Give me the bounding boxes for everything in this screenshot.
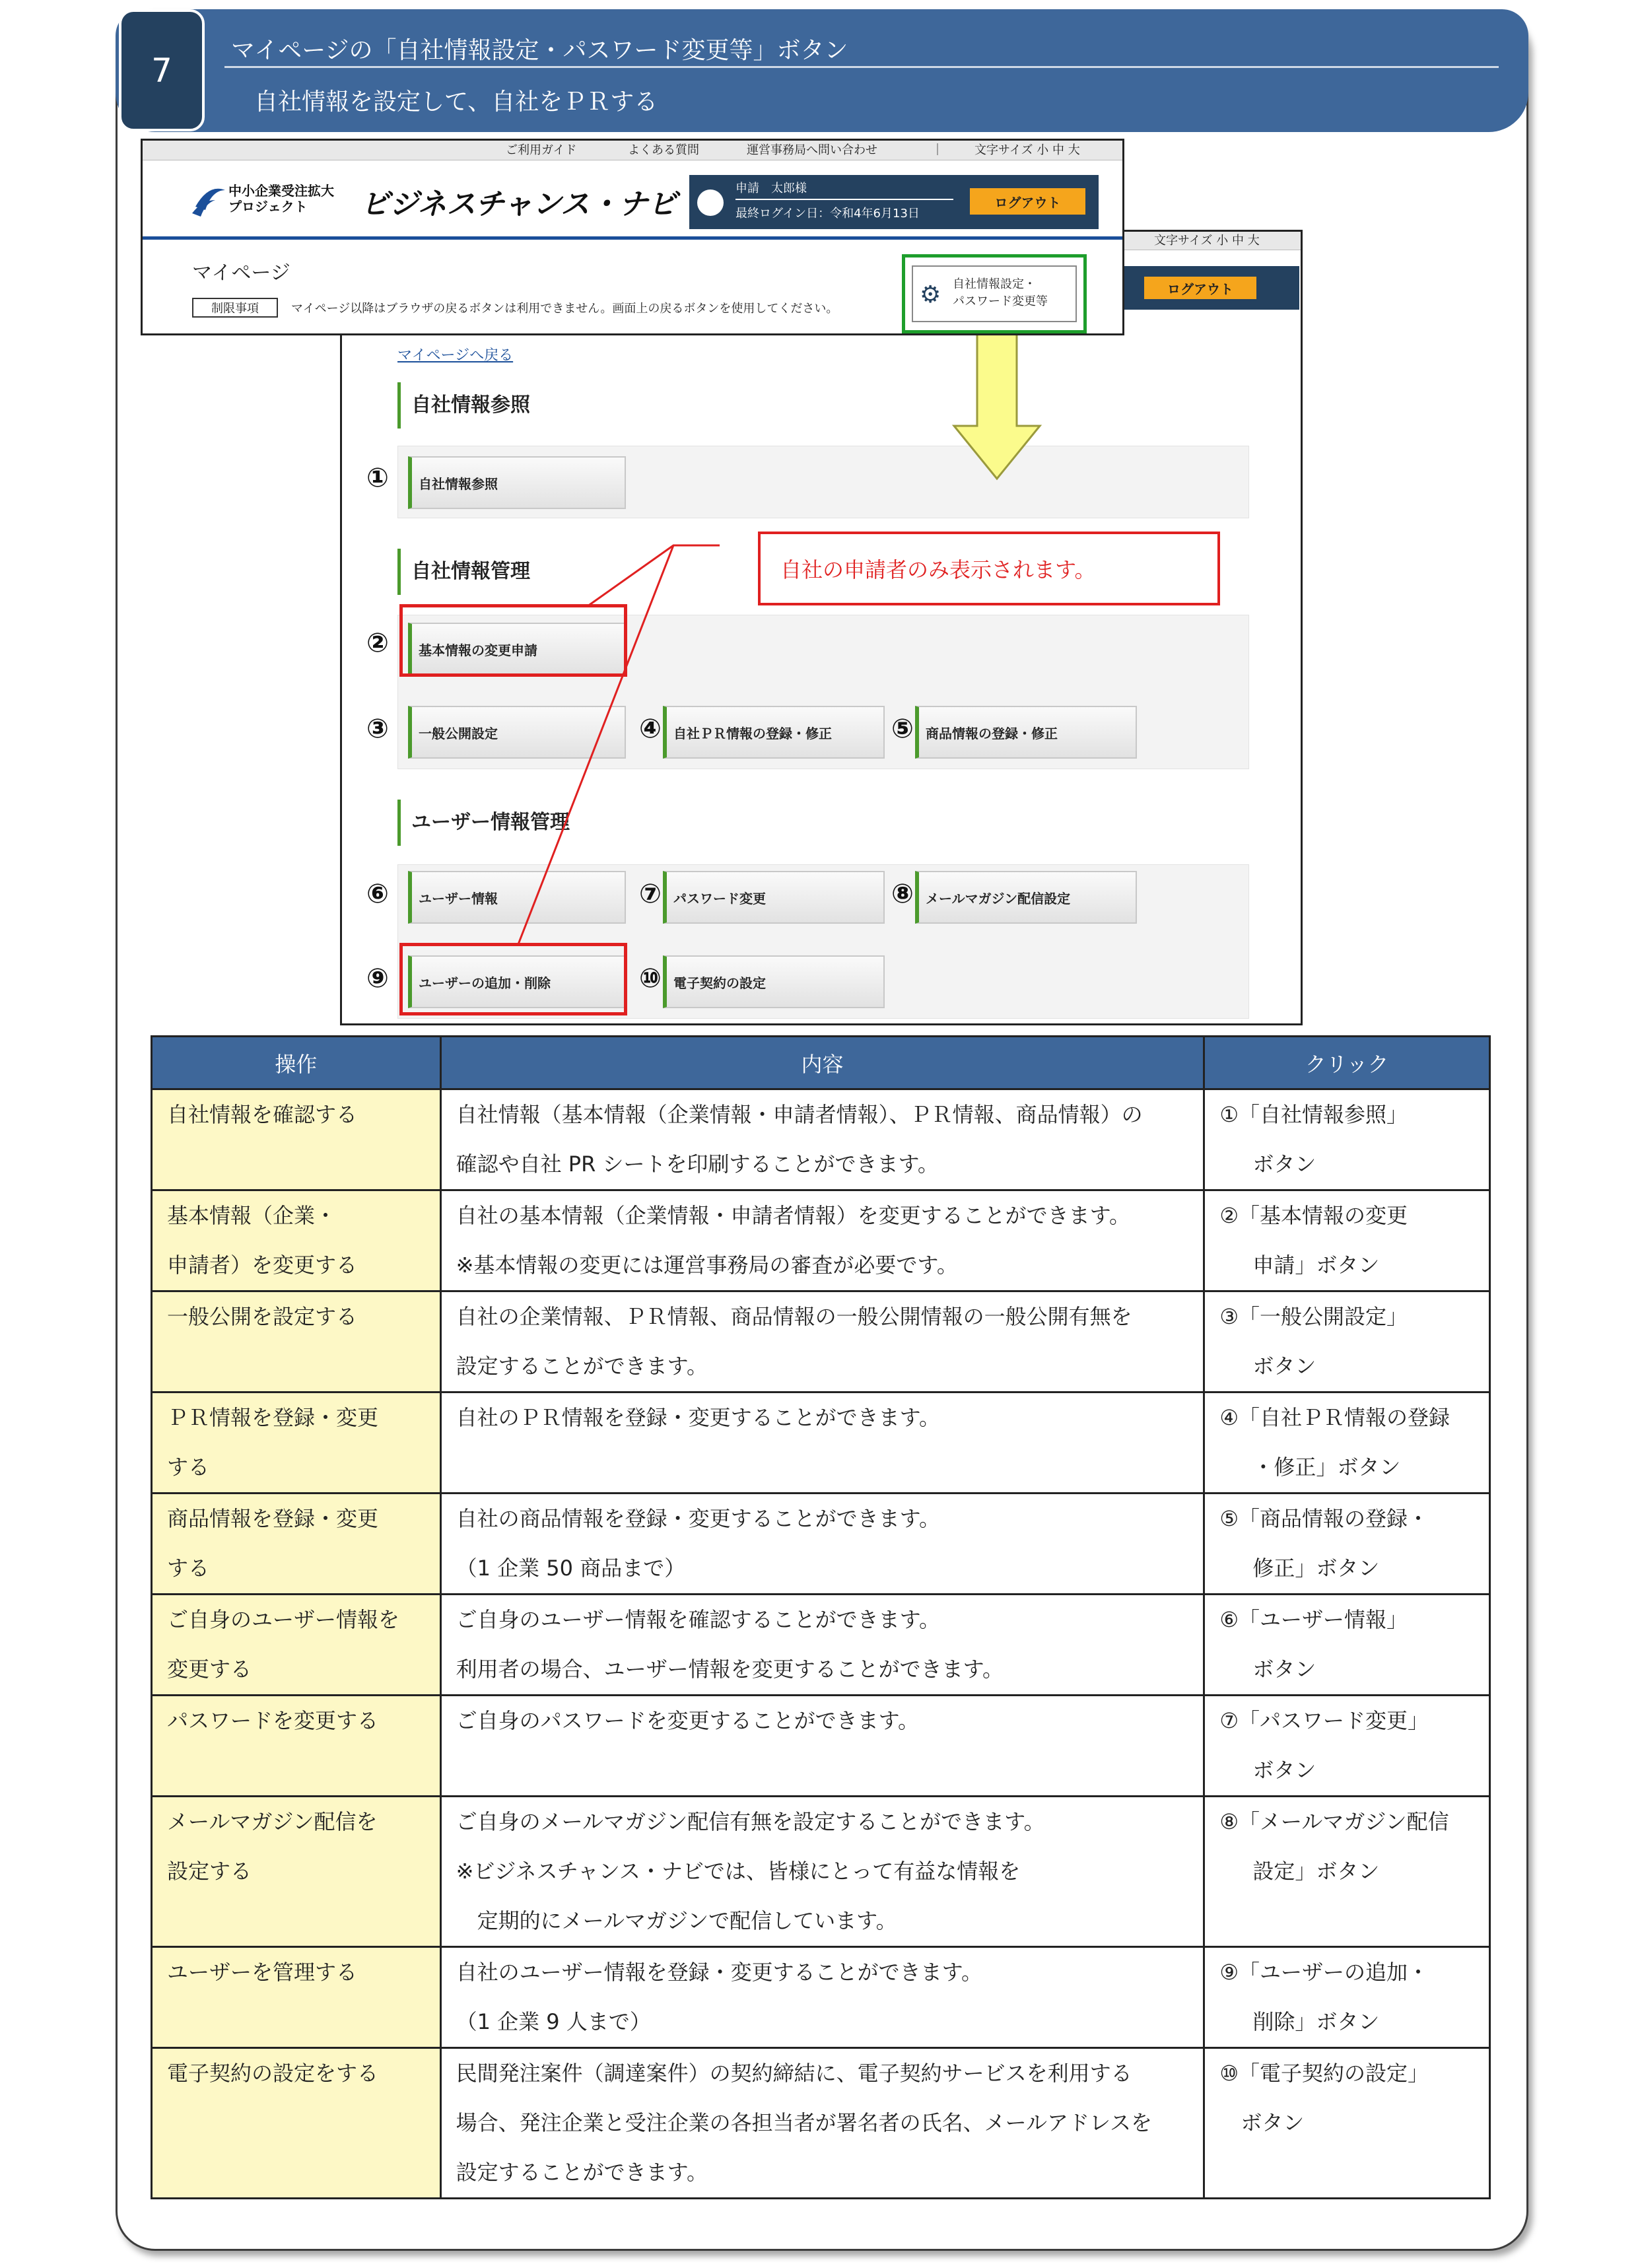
user-add-delete-button[interactable]: ユーザーの追加・削除 (408, 955, 626, 1008)
column-header-content: 内容 (440, 1037, 1204, 1089)
content-cell: ご自身のパスワードを変更することができます。 (440, 1696, 1204, 1797)
marker-10: ⑩ (639, 963, 662, 994)
click-cell: ③「一般公開設定」 ボタン (1204, 1291, 1490, 1392)
table-row (152, 1595, 1490, 1696)
table-row (152, 1797, 1490, 1947)
mypage-heading: マイページ (192, 261, 290, 285)
column-header-click: クリック (1204, 1037, 1490, 1089)
building-icon (697, 189, 724, 216)
operation-cell: 商品情報を登録・変更 する (152, 1494, 441, 1595)
site-brand[interactable]: ビジネスチャンス・ナビ (360, 188, 677, 221)
contact-link[interactable]: 運営事務局へ問い合わせ (747, 143, 877, 157)
marker-6: ⑥ (366, 879, 389, 909)
content-cell: ご自身のユーザー情報を確認することができます。 利用者の場合、ユーザー情報を変更することができます。 (440, 1595, 1204, 1696)
content-cell: ご自身のメールマガジン配信有無を設定することができます。 ※ビジネスチャンス・ナビでは、皆様にとって有益な情報を 定期的にメールマガジンで配信しています。 (440, 1797, 1204, 1947)
page-subtitle: 自社情報を設定して、自社をＰＲする (254, 88, 658, 116)
marker-7: ⑦ (639, 879, 662, 909)
operation-cell: 基本情報（企業・ 申請者）を変更する (152, 1190, 441, 1291)
content-cell: 自社の企業情報、ＰＲ情報、商品情報の一般公開情報の一般公開有無を 設定することができます。 (440, 1291, 1204, 1392)
company-settings-button[interactable] (912, 265, 1077, 322)
limit-notice: マイページ以降はブラウザの戻るボタンは利用できません。画面上の戻るボタンを使用してください。 (291, 302, 838, 316)
operation-cell: パスワードを変更する (152, 1696, 441, 1797)
faq-link[interactable]: よくある質問 (628, 143, 699, 157)
password-change-button[interactable]: パスワード変更 (663, 871, 885, 924)
basic-info-change-button[interactable]: 基本情報の変更申請 (408, 623, 626, 675)
click-cell: ②「基本情報の変更 申請」ボタン (1204, 1190, 1490, 1291)
gear-icon: ⚙ (920, 281, 941, 308)
section-title-company-manage: 自社情報管理 (397, 549, 530, 595)
down-arrow-icon (951, 327, 1043, 482)
e-contract-button[interactable]: 電子契約の設定 (663, 955, 885, 1008)
back-to-mypage-link[interactable]: マイページへ戻る (397, 347, 514, 364)
table-row (152, 1392, 1490, 1494)
section-title-company-view: 自社情報参照 (397, 382, 530, 429)
table-row (152, 1494, 1490, 1595)
project-logo-icon (189, 180, 228, 220)
marker-2: ② (366, 628, 389, 658)
content-cell: 自社のＰＲ情報を登録・変更することができます。 (440, 1392, 1204, 1494)
table-row (152, 1696, 1490, 1797)
marker-8: ⑧ (891, 879, 914, 909)
marker-4: ④ (639, 714, 662, 744)
click-cell: ⑥「ユーザー情報」 ボタン (1204, 1595, 1490, 1696)
content-cell: 自社のユーザー情報を登録・変更することができます。 （1 企業 9 人まで） (440, 1947, 1204, 2048)
content-cell: 自社の基本情報（企業情報・申請者情報）を変更することができます。 ※基本情報の変更には運営事務局の審査が必要です。 (440, 1190, 1204, 1291)
mypage-screenshot (141, 139, 1124, 335)
page-title: マイページの「自社情報設定・パスワード変更等」ボタン (231, 37, 848, 64)
click-cell: ④「自社ＰＲ情報の登録 ・修正」ボタン (1204, 1392, 1490, 1494)
company-info-view-button[interactable]: 自社情報参照 (408, 456, 626, 509)
user-bar (689, 175, 1099, 229)
guide-link[interactable]: ご利用ガイド (506, 143, 577, 157)
click-cell: ⑧「メールマガジン配信 設定」ボタン (1204, 1797, 1490, 1947)
click-cell: ⑦「パスワード変更」 ボタン (1204, 1696, 1490, 1797)
column-header-operation: 操作 (152, 1037, 441, 1089)
marker-5: ⑤ (891, 714, 914, 744)
operation-cell: ご自身のユーザー情報を 変更する (152, 1595, 441, 1696)
click-cell: ①「自社情報参照」 ボタン (1204, 1089, 1490, 1190)
section-title-user-manage: ユーザー情報管理 (397, 800, 570, 846)
operation-cell: ユーザーを管理する (152, 1947, 441, 2048)
content-cell: 自社の商品情報を登録・変更することができます。 （1 企業 50 商品まで） (440, 1494, 1204, 1595)
top-utility-bar (143, 141, 1122, 160)
logout-button[interactable]: ログアウト (970, 188, 1085, 215)
click-cell: ⑤「商品情報の登録・ 修正」ボタン (1204, 1494, 1490, 1595)
public-settings-button[interactable]: 一般公開設定 (408, 706, 626, 759)
pr-info-button[interactable]: 自社ＰＲ情報の登録・修正 (663, 706, 885, 759)
user-info-button[interactable]: ユーザー情報 (408, 871, 626, 924)
limit-badge: 制限事項 (192, 298, 278, 318)
settings-label: 自社情報設定・ パスワード変更等 (953, 277, 1048, 308)
operation-cell: ＰＲ情報を登録・変更 する (152, 1392, 441, 1494)
operation-cell: 電子契約の設定をする (152, 2048, 441, 2199)
table-header-row (152, 1037, 1490, 1089)
table-row (152, 1947, 1490, 2048)
content-cell: 民間発注案件（調達案件）の契約締結に、電子契約サービスを利用する 場合、発注企業と受注企業の各担当者が署名者の氏名、メールアドレスを 設定することができます。 (440, 2048, 1204, 2199)
logout-button[interactable]: ログアウト (1144, 277, 1256, 299)
project-logo-text: 中小企業受注拡大 プロジェクト (228, 183, 334, 215)
step-number: 7 (119, 9, 205, 131)
operation-cell: メールマガジン配信を 設定する (152, 1797, 441, 1947)
font-size-control[interactable]: 文字サイズ 小 中 大 (974, 143, 1080, 157)
table-row (152, 1291, 1490, 1392)
last-login: 最終ログイン日：令和4年6月13日 (735, 207, 920, 221)
table-row (152, 1190, 1490, 1291)
font-size-control[interactable]: 文字サイズ 小 中 大 (342, 232, 1301, 250)
marker-1: ① (366, 463, 389, 493)
marker-3: ③ (366, 714, 389, 744)
applicant-only-callout: 自社の申請者のみ表示されます。 (758, 532, 1220, 605)
operation-cell: 一般公開を設定する (152, 1291, 441, 1392)
click-cell: ⑨「ユーザーの追加・ 削除」ボタン (1204, 1947, 1490, 2048)
marker-9: ⑨ (366, 963, 389, 994)
link-separator: ｜ (932, 143, 943, 157)
mail-magazine-button[interactable]: メールマガジン配信設定 (915, 871, 1137, 924)
header-rule (143, 236, 1122, 240)
settings-highlight (902, 254, 1087, 333)
user-name: 申請 太郎様 (735, 182, 807, 195)
product-info-button[interactable]: 商品情報の登録・修正 (915, 706, 1137, 759)
click-cell: ⑩「電子契約の設定」 ボタン (1204, 2048, 1490, 2199)
operation-cell: 自社情報を確認する (152, 1089, 441, 1190)
content-cell: 自社情報（基本情報（企業情報・申請者情報）、ＰＲ情報、商品情報）の 確認や自社 PR シートを印刷することができます。 (440, 1089, 1204, 1190)
user-divider (735, 199, 953, 200)
operations-table (151, 1035, 1491, 2199)
table-row (152, 2048, 1490, 2199)
table-row (152, 1089, 1490, 1190)
